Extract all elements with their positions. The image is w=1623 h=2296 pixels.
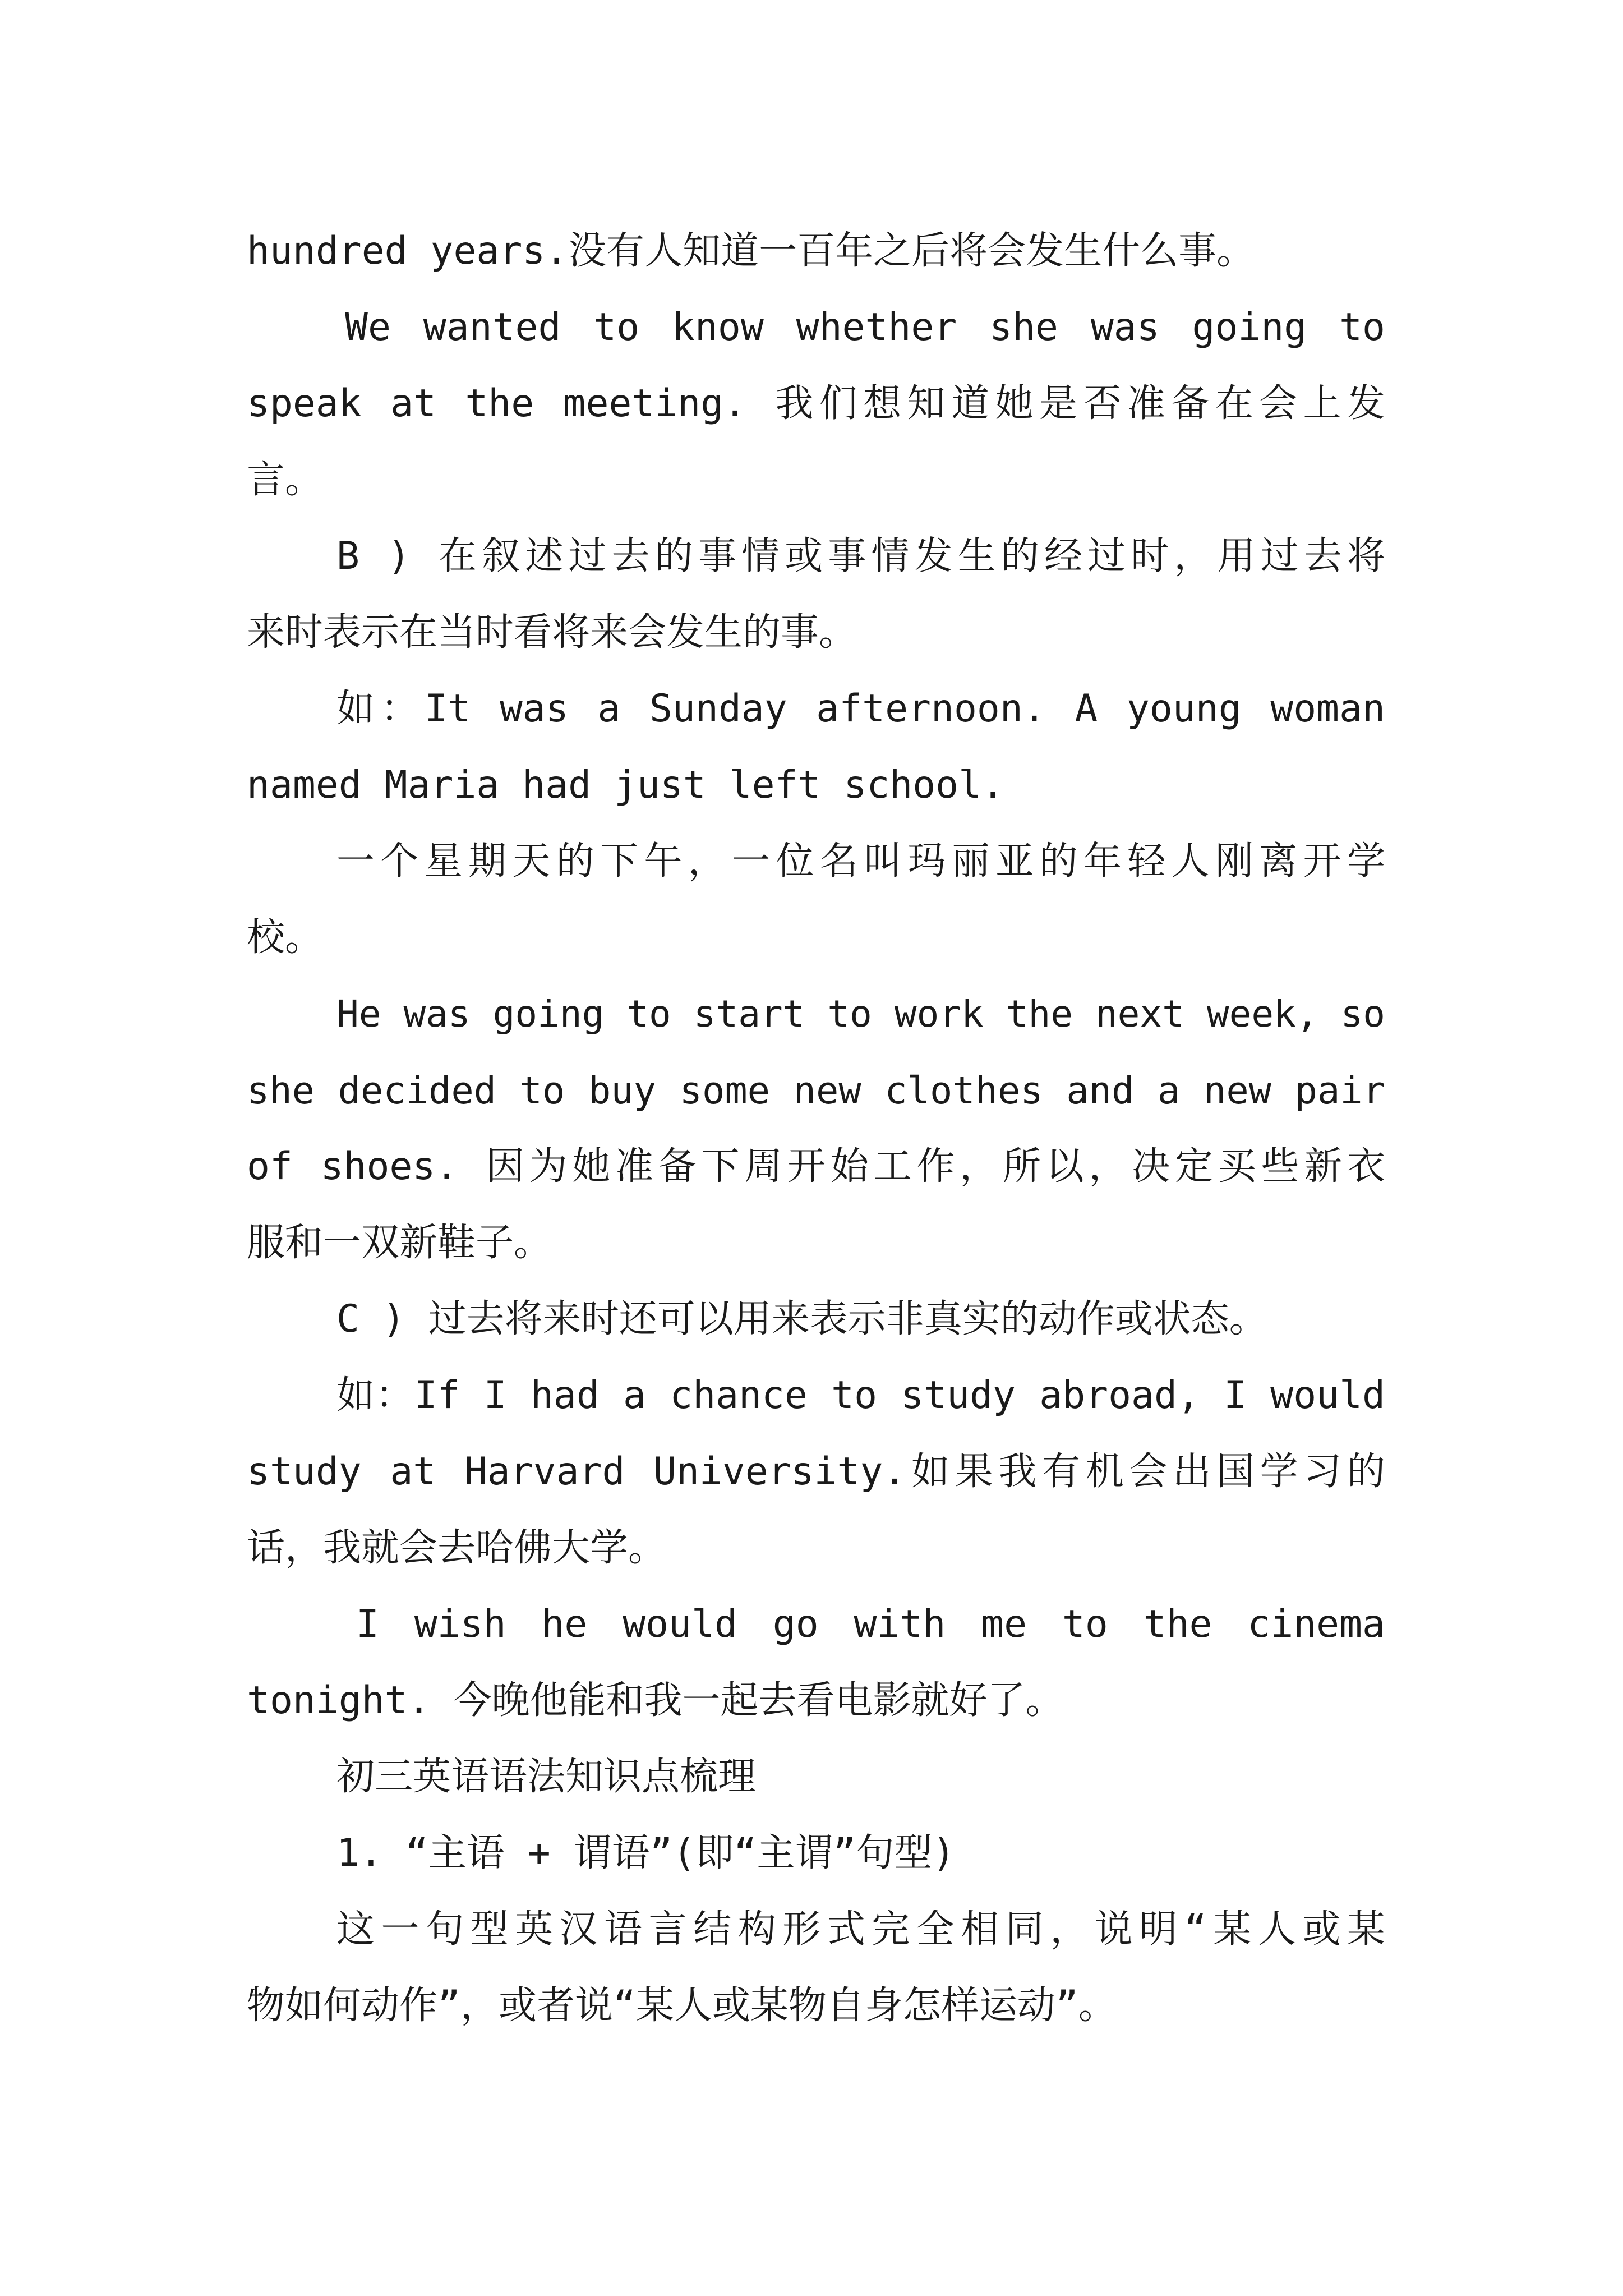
text-line: speak at the meeting. 我们想知道她是否准备在会上发 [247, 381, 1385, 426]
text-line: she decided to buy some new clothes and a new pair [247, 1069, 1385, 1112]
text-line: of shoes. 因为她准备下周开始工作，所以，决定买些新衣 [247, 1144, 1385, 1189]
subsection-heading: 1. “主语 + 谓语”(即“主谓”句型) [336, 1831, 956, 1875]
text-line: 如：It was a Sunday afternoon. A young woman [336, 687, 1385, 731]
text-line: 这一句型英汉语言结构形式完全相同，说明“某人或某 [336, 1907, 1385, 1952]
text-line: We wanted to know whether she was going to [345, 305, 1385, 349]
text-line: 一个星期天的下午，一位名叫玛丽亚的年轻人刚离开学 [336, 839, 1385, 884]
section-heading: 初三英语语法知识点梳理 [336, 1755, 757, 1799]
document-body [247, 213, 1385, 2044]
text-line: 言。 [247, 458, 324, 502]
text-line: hundred years.没有人知道一百年之后将会发生什么事。 [247, 229, 1255, 273]
text-line: He was going to start to work the next week, so [336, 992, 1385, 1036]
text-line: 服和一双新鞋子。 [247, 1221, 552, 1265]
text-line: 校。 [247, 915, 324, 960]
text-line: I wish he would go with me to the cinema [356, 1602, 1385, 1646]
text-line: C ) 过去将来时还可以用来表示非真实的动作或状态。 [336, 1297, 1267, 1341]
text-line: 话，我就会去哈佛大学。 [247, 1526, 667, 1570]
text-line: 物如何动作”，或者说“某人或某物自身怎样运动”。 [247, 1984, 1117, 2028]
text-line: B ) 在叙述过去的事情或事情发生的经过时，用过去将 [336, 534, 1385, 578]
text-line: study at Harvard University.如果我有机会出国学习的 [247, 1450, 1385, 1494]
text-line: 如：If I had a chance to study abroad, I would [336, 1373, 1385, 1418]
text-line: named Maria had just left school. [247, 763, 1005, 807]
text-line: tonight. 今晚他能和我一起去看电影就好了。 [247, 1678, 1064, 1723]
text-line: 来时表示在当时看将来会发生的事。 [247, 610, 857, 655]
